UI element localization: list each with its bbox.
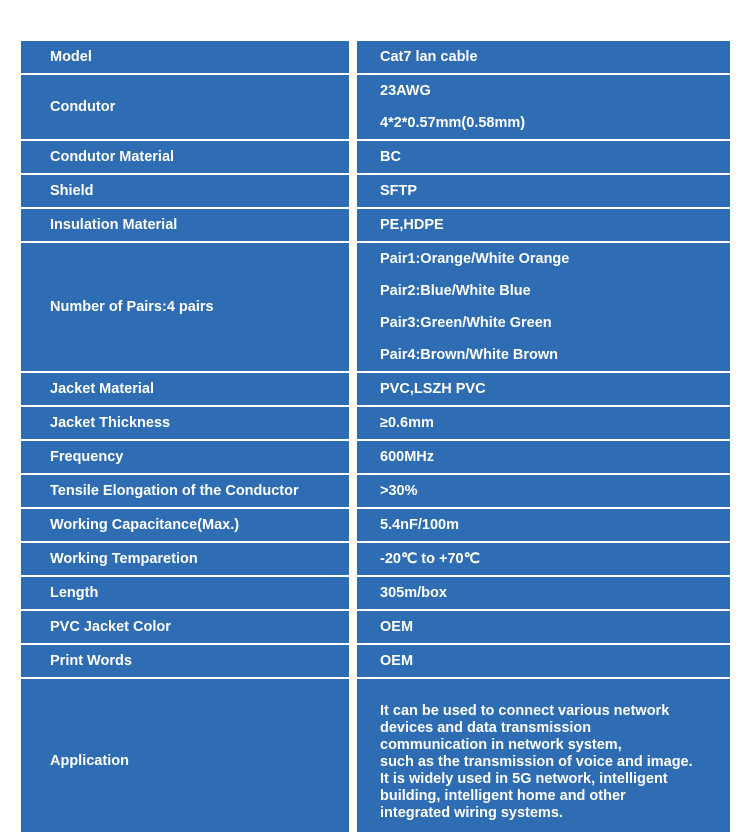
spec-value: 305m/box [380,585,447,601]
spec-value: ≥0.6mm [380,415,434,431]
application-line: devices and data transmission [380,719,592,736]
spec-row [21,509,730,543]
spec-value-cell [357,209,730,243]
spec-value: 600MHz [380,449,434,465]
spec-value: SFTP [380,183,418,199]
spec-value-cell [357,407,730,441]
spec-value-cell [357,509,730,543]
spec-value-cell [357,645,730,679]
spec-label: Number of Pairs:4 pairs [21,243,349,373]
spec-row [21,243,730,373]
spec-value: BC [380,149,401,165]
spec-value-cell [357,611,730,645]
spec-value-cell [357,175,730,209]
spec-label: Print Words [21,645,349,679]
spec-value-cell [357,475,730,509]
spec-label: Tensile Elongation of the Conductor [21,475,349,509]
spec-row [21,75,730,141]
spec-value-cell [357,141,730,175]
spec-value: -20℃ to +70℃ [380,551,480,567]
spec-row [21,543,730,577]
spec-row [21,41,730,75]
spec-value: 4*2*0.57mm(0.58mm) [380,115,526,131]
spec-row [21,645,730,679]
spec-label: Frequency [21,441,349,475]
spec-label: Working Temparetion [21,543,349,577]
application-line: It can be used to connect various network [380,702,670,719]
spec-row [21,577,730,611]
spec-value: Pair4:Brown/White Brown [380,347,559,363]
spec-row [21,373,730,407]
spec-value-cell [357,373,730,407]
spec-label: PVC Jacket Color [21,611,349,645]
spec-value: 5.4nF/100m [380,517,459,533]
spec-label: Model [21,41,349,75]
spec-value: 23AWG [380,83,431,99]
spec-row [21,475,730,509]
spec-row [21,141,730,175]
spec-value-cell [357,441,730,475]
application-label: Application [21,679,349,832]
spec-value-cell [357,577,730,611]
spec-table [21,41,730,832]
spec-row [21,407,730,441]
spec-value: PE,HDPE [380,217,444,233]
spec-row [21,611,730,645]
spec-value: Pair2:Blue/White Blue [380,283,531,299]
spec-value-cell [357,543,730,577]
spec-row [21,175,730,209]
application-line: building, intelligent home and other [380,787,626,804]
spec-row [21,209,730,243]
spec-value-cell [357,41,730,75]
spec-row [21,441,730,475]
spec-label: Jacket Thickness [21,407,349,441]
spec-label: Shield [21,175,349,209]
spec-value: OEM [380,653,414,669]
application-line: communication in network system, [380,736,622,753]
spec-value-cell [357,75,730,141]
spec-value: OEM [380,619,414,635]
spec-value-cell [357,243,730,373]
spec-label: Condutor [21,75,349,141]
application-line: It is widely used in 5G network, intelligent [380,770,668,787]
spec-value: Cat7 lan cable [380,49,478,65]
application-row [21,679,730,832]
spec-label: Length [21,577,349,611]
application-line: such as the transmission of voice and image. [380,753,693,770]
spec-label: Jacket Material [21,373,349,407]
spec-value: >30% [380,483,418,499]
spec-label: Insulation Material [21,209,349,243]
application-description [357,679,730,832]
spec-value: Pair1:Orange/White Orange [380,251,570,267]
spec-value: Pair3:Green/White Green [380,315,552,331]
spec-label: Condutor Material [21,141,349,175]
spec-value: PVC,LSZH PVC [380,381,486,397]
spec-label: Working Capacitance(Max.) [21,509,349,543]
application-line: integrated wiring systems. [380,804,563,821]
